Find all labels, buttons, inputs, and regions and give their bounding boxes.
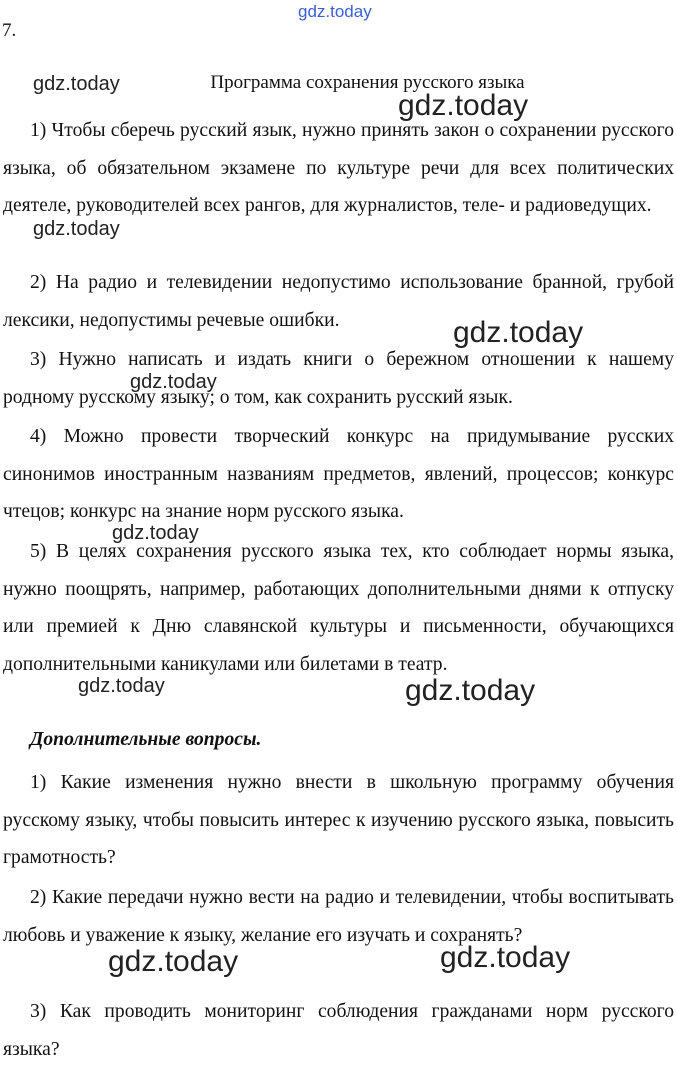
paragraph-3 bbox=[3, 341, 674, 416]
question-1 bbox=[3, 764, 674, 877]
extra-questions-heading: Дополнительные вопросы. bbox=[30, 729, 262, 750]
paragraph-4-text: 4) Можно провести творческий конкурс на придумывание русских синонимов иностранным названиям предметов, явлений, процессов; конкурс чтецов; конкурс на знание норм русского языка. bbox=[3, 426, 674, 522]
watermark: gdz.today bbox=[108, 945, 239, 978]
paragraph-3-text: 3) Нужно написать и издать книги о бережном отношении к нашему родному русскому языку; о том, как сохранить русский язык. bbox=[3, 349, 674, 408]
question-2 bbox=[3, 879, 674, 954]
document-title-text: Программа сохранения русского языка bbox=[210, 72, 525, 93]
question-3-text: 3) Как проводить мониторинг соблюдения гражданами норм русского языка? bbox=[3, 1001, 674, 1060]
watermark: gdz.today bbox=[453, 316, 584, 349]
watermark: gdz.today bbox=[405, 674, 536, 707]
paragraph-1-text: 1) Чтобы сберечь русский язык, нужно принять закон о сохранении русского языка, об обязательном экзамене по культуре речи для всех политических деятеле, руководителей всех рангов, для журналистов, теле- и радиоведущих. bbox=[3, 120, 674, 216]
question-3 bbox=[3, 993, 674, 1068]
watermark: gdz.today bbox=[440, 941, 571, 974]
task-number: 7. bbox=[2, 20, 17, 41]
watermark: gdz.today bbox=[78, 675, 165, 697]
paragraph-1 bbox=[3, 112, 674, 225]
question-1-text: 1) Какие изменения нужно внести в школьную программу обучения русскому языку, чтобы повысить интерес к изучению русского языка, повысить грамотность? bbox=[3, 772, 674, 868]
watermark: gdz.today bbox=[33, 218, 120, 240]
watermark-top: gdz.today bbox=[298, 2, 372, 21]
watermark: gdz.today bbox=[112, 522, 199, 544]
paragraph-5-text: 5) В целях сохранения русского языка тех, кто соблюдает нормы языка, нужно поощрять, например, работающих дополнительными днями к отпуску или премией к Дню славянской культуры и письменности, обучающихся дополнительными каникулами или билетами в театр. bbox=[3, 541, 674, 675]
paragraph-2-text: 2) На радио и телевидении недопустимо использование бранной, грубой лексики, недопустимы речевые ошибки. bbox=[3, 272, 674, 331]
watermark: gdz.today bbox=[130, 371, 217, 393]
question-2-text: 2) Какие передачи нужно вести на радио и телевидении, чтобы воспитывать любовь и уважение к языку, желание его изучать и сохранять? bbox=[3, 887, 674, 946]
paragraph-5 bbox=[3, 533, 674, 683]
watermark: gdz.today bbox=[398, 89, 529, 122]
paragraph-4 bbox=[3, 418, 674, 531]
watermark: gdz.today bbox=[33, 73, 120, 95]
